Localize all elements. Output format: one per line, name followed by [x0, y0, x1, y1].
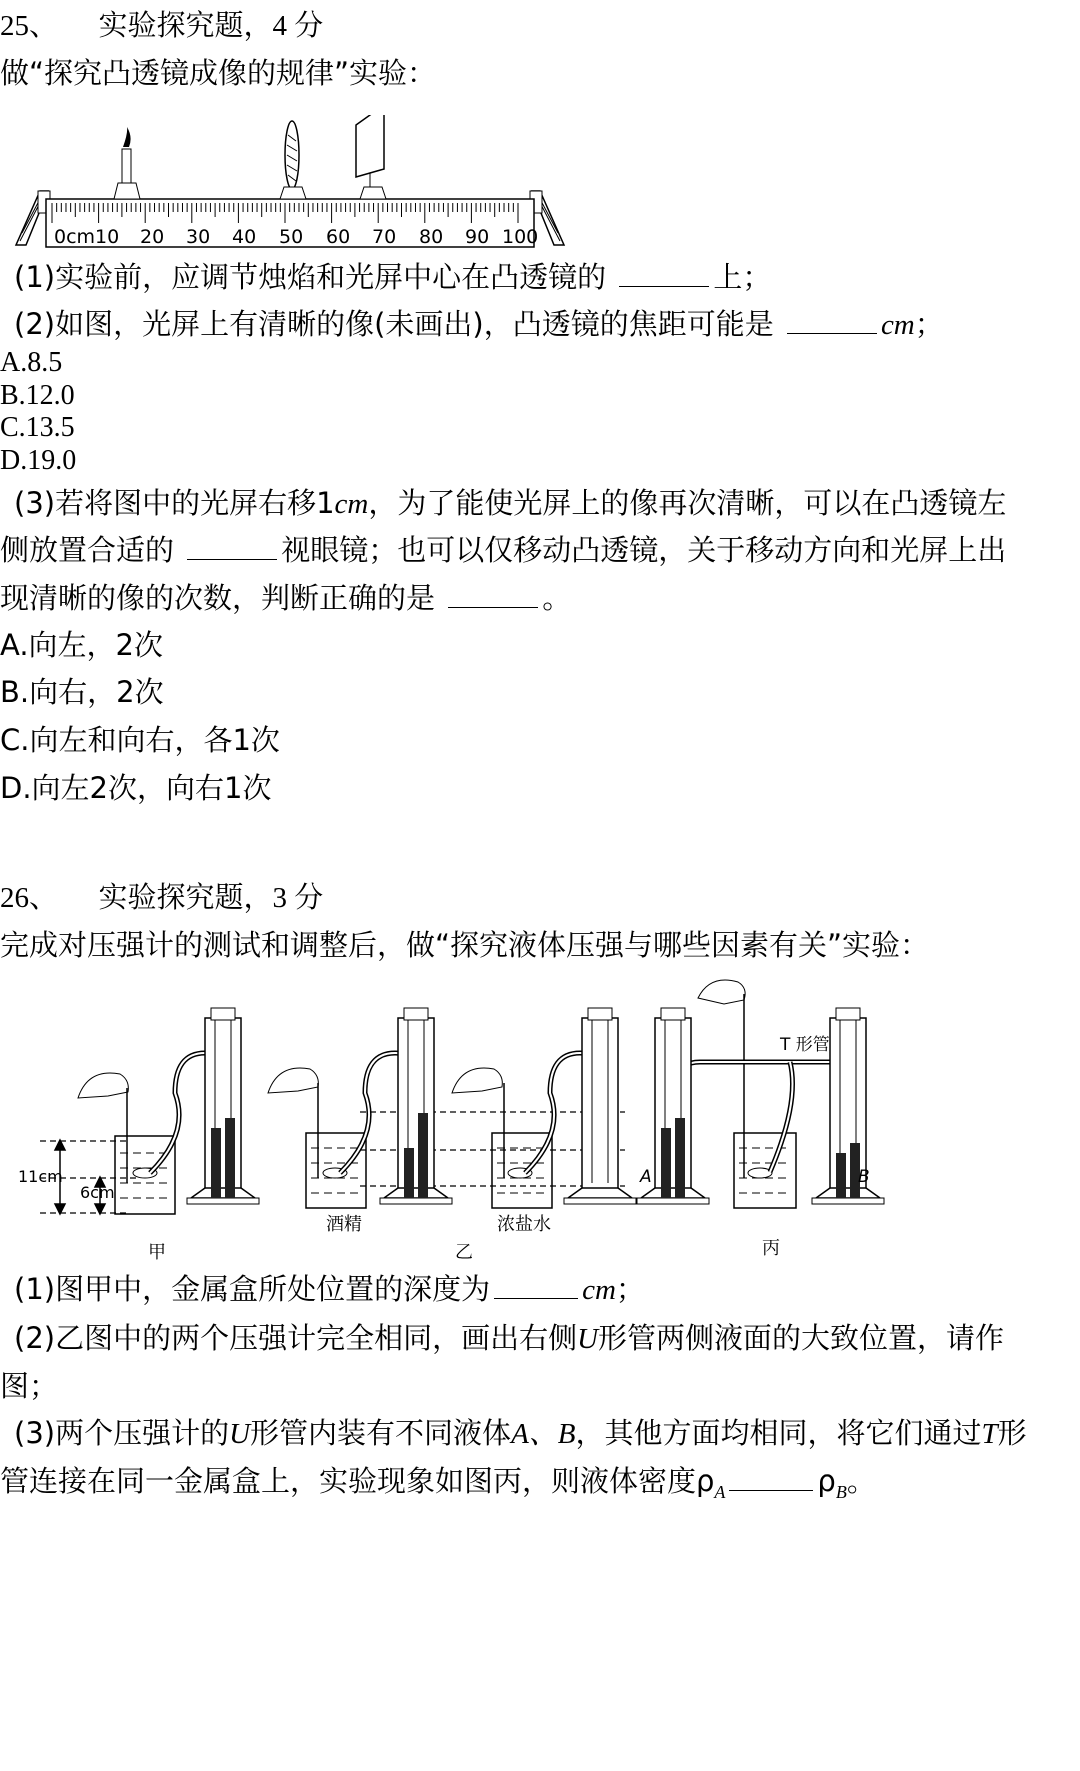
- q25-option-c[interactable]: C.13.5: [0, 412, 75, 443]
- q25-part1-end: 上；: [713, 260, 772, 294]
- q25-part3-line3-a: 现清晰的像的次数，判断正确的是: [0, 581, 436, 615]
- q26-part3-text-c: ，其他方面均相同，将它们通过: [575, 1416, 982, 1450]
- ruler-label-70: 70: [372, 226, 397, 248]
- ruler-label-80: 80: [419, 226, 444, 248]
- q26-header: [0, 878, 323, 917]
- q26-stem: 完成对压强计的测试和调整后，做“探究液体压强与哪些因素有关”实验：: [0, 928, 930, 962]
- q26-part3-line2-text: 管连接在同一金属盒上，实验现象如图丙，则液体密度ρ: [0, 1464, 715, 1498]
- ruler-label-40: 40: [232, 226, 257, 248]
- q26-part3-text-a: (3)两个压强计的: [14, 1416, 230, 1450]
- q25-part3-line2-a: 侧放置合适的: [0, 533, 175, 567]
- ruler-label-30: 30: [186, 226, 211, 248]
- q25-option-a[interactable]: A.8.5: [0, 347, 63, 378]
- q26-rho-b: ρ: [817, 1464, 836, 1498]
- optical-bench-figure: [10, 115, 570, 255]
- q25-type: 实验探究题，: [98, 8, 273, 42]
- q25-part3-blank2[interactable]: [448, 581, 538, 608]
- q26-rho-b-sub: B: [835, 1481, 847, 1502]
- q25-stem: 做“探究凸透镜成像的规律”实验：: [0, 56, 437, 90]
- q25-part3-text-a: (3)若将图中的光屏右移1: [14, 486, 335, 520]
- ruler-label-90: 90: [465, 226, 490, 248]
- q25-part3-blank1[interactable]: [187, 533, 277, 560]
- q25-choice-b[interactable]: B.向右，2次: [0, 675, 164, 709]
- q25-part2: [14, 305, 944, 344]
- q26-part1-text: (1)图甲中，金属盒所处位置的深度为: [14, 1272, 491, 1306]
- ruler-label-100: 100: [502, 226, 539, 248]
- q25-part2-end: ；: [914, 307, 944, 341]
- q26-part1-blank[interactable]: [494, 1272, 578, 1299]
- q25-part3-line3: [0, 579, 571, 617]
- q25-number: 25、: [0, 10, 59, 42]
- q25-part1-text: (1)实验前，应调节烛焰和光屏中心在凸透镜的: [14, 260, 607, 294]
- q25-choice-d[interactable]: D.向左2次，向右1次: [0, 771, 272, 805]
- candle-icon: [114, 127, 140, 199]
- q25-choice-c[interactable]: C.向左和向右，各1次: [0, 723, 280, 757]
- setup-yi-right: [452, 1008, 636, 1208]
- q25-option-b[interactable]: B.12.0: [0, 380, 75, 411]
- ruler-label-50: 50: [279, 226, 304, 248]
- q26-part3-line1: [14, 1414, 1027, 1453]
- q25-part3-line3-b: 。: [542, 581, 572, 615]
- q26-part3-u: U: [229, 1418, 251, 1450]
- q25-part1-blank[interactable]: [619, 260, 709, 287]
- hand-icon-3: [452, 1068, 502, 1093]
- ruler-label-20: 20: [140, 226, 165, 248]
- label-a: A: [640, 1167, 652, 1187]
- q25-part2-unit: cm: [880, 309, 915, 341]
- label-t-tube: T 形管: [780, 1035, 830, 1055]
- caption-jia: 甲: [148, 1242, 166, 1263]
- q25-header: [0, 6, 323, 45]
- q26-rho-a-sub: A: [714, 1481, 726, 1502]
- q25-choice-a[interactable]: A.向左，2次: [0, 628, 163, 662]
- q26-part1-end: ；: [615, 1272, 645, 1306]
- q26-part3-text-b: 形管内装有不同液体: [250, 1416, 512, 1450]
- label-b: B: [858, 1167, 870, 1187]
- q26-part3-text-d: 形: [997, 1416, 1027, 1450]
- q25-part3-line2: [0, 531, 1006, 569]
- q26-part2-line2: 图；: [0, 1369, 59, 1403]
- q26-part3-t: T: [981, 1418, 998, 1450]
- q26-part2-text-b: 形管两侧液面的大致位置，请作: [598, 1321, 1005, 1355]
- q26-part3-ab: A、B: [511, 1418, 576, 1450]
- q25-part2-blank[interactable]: [787, 307, 877, 334]
- label-11cm: 11cm: [18, 1167, 63, 1186]
- q25-part1: [14, 258, 771, 296]
- hand-icon-2: [268, 1068, 318, 1093]
- setup-yi-left: [268, 1008, 452, 1208]
- q26-part1-unit: cm: [582, 1274, 616, 1306]
- caption-bing: 丙: [762, 1238, 780, 1259]
- q26-part3-line2: [0, 1462, 876, 1511]
- light-screen-icon: [356, 115, 386, 199]
- caption-yi: 乙: [455, 1242, 473, 1263]
- q25-option-d[interactable]: D.19.0: [0, 445, 77, 476]
- q25-part3-unit: cm: [334, 488, 369, 520]
- q26-part2-text-a: (2)乙图中的两个压强计完全相同，画出右侧: [14, 1321, 578, 1355]
- label-brine: 浓盐水: [497, 1214, 551, 1235]
- q25-part3-line1: [14, 484, 1006, 523]
- q25-score: 4 分: [272, 10, 324, 42]
- label-alcohol: 酒精: [326, 1214, 362, 1235]
- q25-part2-text: (2)如图，光屏上有清晰的像(未画出)，凸透镜的焦距可能是: [14, 307, 774, 341]
- label-6cm: 6cm: [80, 1183, 115, 1202]
- ruler-label-60: 60: [326, 226, 351, 248]
- lens-icon: [280, 121, 306, 199]
- q26-score: 3 分: [272, 882, 324, 914]
- hand-icon: [78, 1073, 128, 1098]
- q26-part1: [14, 1270, 645, 1309]
- q26-part3-blank[interactable]: [729, 1464, 813, 1491]
- ruler-label-10: 0cm10: [54, 226, 120, 248]
- q26-number: 26、: [0, 882, 59, 914]
- q26-part2-line1: [14, 1319, 1004, 1358]
- pressure-gauge-figure: [0, 968, 1000, 1268]
- q26-type: 实验探究题，: [98, 880, 273, 914]
- q25-part3-line2-b: 视眼镜；也可以仅移动凸透镜，关于移动方向和光屏上出: [281, 533, 1007, 567]
- u-tube-blank[interactable]: [564, 1008, 636, 1204]
- q25-part3-text-b: ，为了能使光屏上的像再次清晰，可以在凸透镜左: [368, 486, 1007, 520]
- q26-part3-end: 。: [846, 1464, 876, 1498]
- setup-bing: [637, 980, 884, 1208]
- hand-icon-4: [698, 980, 745, 1004]
- q26-part2-u: U: [577, 1323, 599, 1355]
